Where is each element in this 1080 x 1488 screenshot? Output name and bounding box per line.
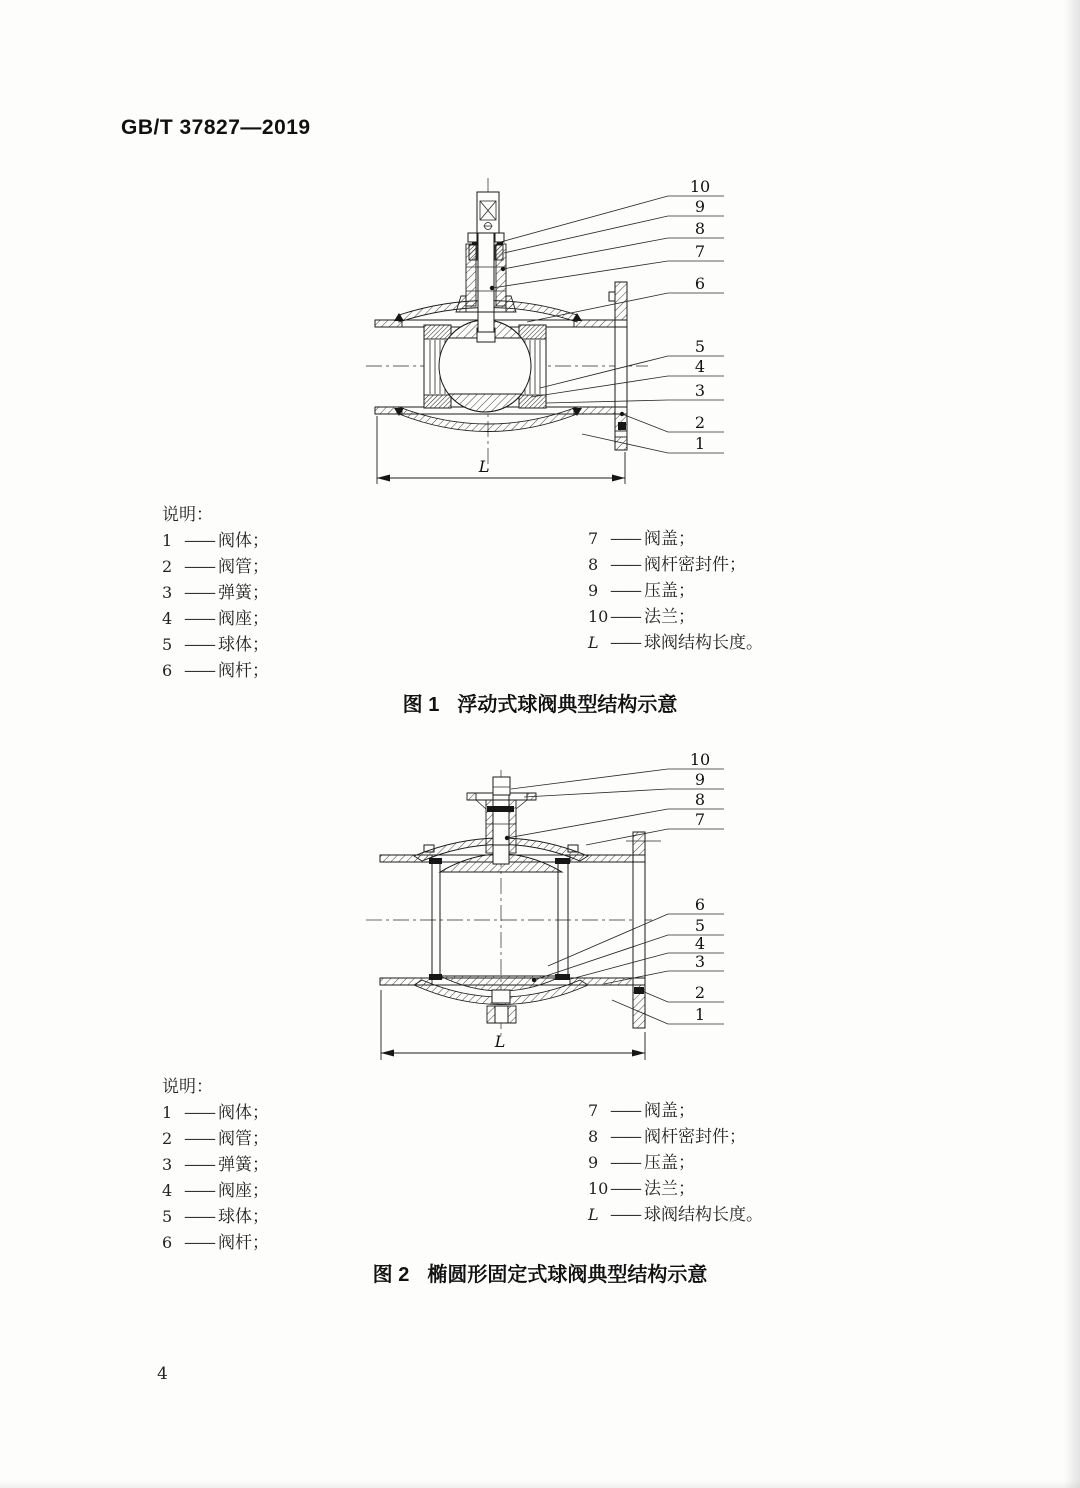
figure1-caption <box>0 688 1080 717</box>
legend-item-label: 压盖； <box>644 1153 695 1172</box>
legend-item-dash: —— <box>184 1103 214 1123</box>
figure1-caption-title: 浮动式球阀典型结构示意 <box>457 694 678 716</box>
legend-item <box>162 1126 269 1152</box>
legend-item-dash: —— <box>184 531 214 551</box>
figure1-legend-right <box>588 526 763 656</box>
legend-item-dash: —— <box>184 1207 214 1227</box>
legend-item <box>162 1152 269 1178</box>
legend-item-number: 6 <box>162 661 173 680</box>
legend-item-dash: —— <box>610 1179 640 1199</box>
figure2-legend-left <box>162 1074 269 1256</box>
legend-item-dash: —— <box>184 661 214 681</box>
legend-item-dash: —— <box>610 1101 640 1121</box>
legend-item <box>162 1230 269 1256</box>
callout-label-1: 1 <box>694 434 706 453</box>
legend-item-number: L <box>588 1205 599 1224</box>
bottom-trunnion <box>487 1006 516 1023</box>
legend-item <box>162 1100 269 1126</box>
legend-item-dash: —— <box>610 633 640 653</box>
ball <box>439 320 531 412</box>
legend-item-number: 3 <box>162 1155 173 1174</box>
legend-item-label: 阀杆； <box>218 661 269 680</box>
figure2-dimension-label: L <box>494 1032 506 1051</box>
callout-label-9: 9 <box>694 197 706 216</box>
legend-item-dash: —— <box>610 529 640 549</box>
figure2-legend-right <box>588 1098 763 1228</box>
legend-item-label: 阀盖； <box>644 1101 695 1120</box>
legend-item-number: 3 <box>162 583 173 602</box>
legend-item-dash: —— <box>610 1153 640 1173</box>
legend-item <box>162 606 269 632</box>
callout-label-8: 8 <box>694 219 706 238</box>
legend-item-dash: —— <box>184 1155 214 1175</box>
legend-item <box>162 1204 269 1230</box>
legend-item-label: 阀盖； <box>644 529 695 548</box>
legend-item-label: 阀座； <box>218 1181 269 1200</box>
legend-item-label: 法兰； <box>644 1179 695 1198</box>
legend-item-label: 弹簧； <box>218 583 269 602</box>
legend-item-number: 9 <box>588 1153 599 1172</box>
legend-item-number: 4 <box>162 609 173 628</box>
legend-item <box>588 1098 763 1124</box>
legend-item-number: 1 <box>162 1103 173 1122</box>
legend-item-dash: —— <box>184 1129 214 1149</box>
legend-item-dash: —— <box>610 555 640 575</box>
legend-item-dash: —— <box>184 609 214 629</box>
legend-item-dash: —— <box>184 635 214 655</box>
legend-item-number: L <box>588 633 599 652</box>
legend-heading: 说明： <box>162 1077 213 1096</box>
callout-label-5: 5 <box>694 337 706 356</box>
legend-item-label: 阀杆密封件； <box>644 555 746 574</box>
figure2-caption-number: 图 2 <box>372 1264 410 1286</box>
callout-label-10: 10 <box>689 177 711 196</box>
legend-item-label: 阀体； <box>218 1103 269 1122</box>
legend-item-label: 弹簧； <box>218 1155 269 1174</box>
legend-item <box>162 632 269 658</box>
callout-label-6: 6 <box>694 895 706 914</box>
legend-item-number: 10 <box>588 607 609 626</box>
legend-item-dash: —— <box>184 1181 214 1201</box>
legend-item-dash: —— <box>184 557 214 577</box>
legend-item-label: 球体； <box>218 635 269 654</box>
callout-label-7: 7 <box>694 242 706 261</box>
callout-label-7: 7 <box>694 810 706 829</box>
legend-item-dash: —— <box>184 583 214 603</box>
legend-item <box>588 1202 763 1228</box>
callout-label-4: 4 <box>694 357 706 376</box>
legend-item-label: 法兰； <box>644 607 695 626</box>
scan-shadow-right <box>1064 0 1080 1488</box>
standard-code-header: GB/T 37827—2019 <box>121 116 311 139</box>
legend-item-number: 7 <box>588 529 599 548</box>
figure1-caption-number: 图 1 <box>402 694 440 716</box>
legend-item-dash: —— <box>610 581 640 601</box>
legend-item-number: 10 <box>588 1179 609 1198</box>
legend-item-label: 阀管； <box>218 1129 269 1148</box>
legend-item <box>162 580 269 606</box>
figure1-legend-left <box>162 502 269 684</box>
legend-item <box>162 528 269 554</box>
legend-item-label: 阀管； <box>218 557 269 576</box>
figure2-drawing <box>360 745 740 1075</box>
legend-item-number: 6 <box>162 1233 173 1252</box>
legend-item <box>588 552 763 578</box>
callout-label-8: 8 <box>694 790 706 809</box>
legend-item-number: 1 <box>162 531 173 550</box>
legend-item <box>588 630 763 656</box>
legend-item <box>162 554 269 580</box>
ball <box>440 840 562 1003</box>
legend-item <box>162 1178 269 1204</box>
callout-label-3: 3 <box>694 381 706 400</box>
legend-item <box>588 604 763 630</box>
legend-item-label: 球体； <box>218 1207 269 1226</box>
figure2-caption-title: 椭圆形固定式球阀典型结构示意 <box>427 1264 708 1286</box>
legend-item-number: 4 <box>162 1181 173 1200</box>
callout-label-2: 2 <box>694 983 706 1002</box>
legend-heading: 说明： <box>162 505 213 524</box>
body-end-plates <box>429 858 570 980</box>
legend-item <box>588 1150 763 1176</box>
figure2-caption <box>0 1258 1080 1287</box>
callout-label-2: 2 <box>694 413 706 432</box>
callout-label-4: 4 <box>694 934 706 953</box>
callout-label-9: 9 <box>694 770 706 789</box>
figure1-drawing <box>360 172 740 502</box>
legend-item-label: 压盖； <box>644 581 695 600</box>
callout-label-6: 6 <box>694 274 706 293</box>
legend-item-number: 5 <box>162 635 173 654</box>
stem-and-bonnet <box>456 192 516 332</box>
scan-shadow-bottom <box>0 1480 1080 1488</box>
legend-item-number: 8 <box>588 1127 599 1146</box>
callout-label-10: 10 <box>689 750 711 769</box>
page-number: 4 <box>157 1364 168 1384</box>
legend-item <box>588 526 763 552</box>
callout-label-3: 3 <box>694 952 706 971</box>
legend-item-dash: —— <box>610 1205 640 1225</box>
legend-item-dash: —— <box>184 1233 214 1253</box>
legend-item-number: 7 <box>588 1101 599 1120</box>
legend-item-label: 阀杆； <box>218 1233 269 1252</box>
legend-item-dash: —— <box>610 1127 640 1147</box>
legend-item-label: 阀体； <box>218 531 269 550</box>
legend-item <box>588 1124 763 1150</box>
figure1-dimension-label: L <box>478 457 490 476</box>
callout-label-1: 1 <box>694 1005 706 1024</box>
legend-item-number: 2 <box>162 557 173 576</box>
legend-item-label: 球阀结构长度。 <box>644 633 763 652</box>
legend-item-label: 阀座； <box>218 609 269 628</box>
legend-item-dash: —— <box>610 607 640 627</box>
callout-label-5: 5 <box>694 916 706 935</box>
legend-item-number: 2 <box>162 1129 173 1148</box>
legend-item <box>588 578 763 604</box>
legend-item-label: 阀杆密封件； <box>644 1127 746 1146</box>
legend-item-number: 8 <box>588 555 599 574</box>
legend-item <box>162 658 269 684</box>
legend-item-number: 9 <box>588 581 599 600</box>
legend-item-label: 球阀结构长度。 <box>644 1205 763 1224</box>
legend-item <box>588 1176 763 1202</box>
legend-item-number: 5 <box>162 1207 173 1226</box>
